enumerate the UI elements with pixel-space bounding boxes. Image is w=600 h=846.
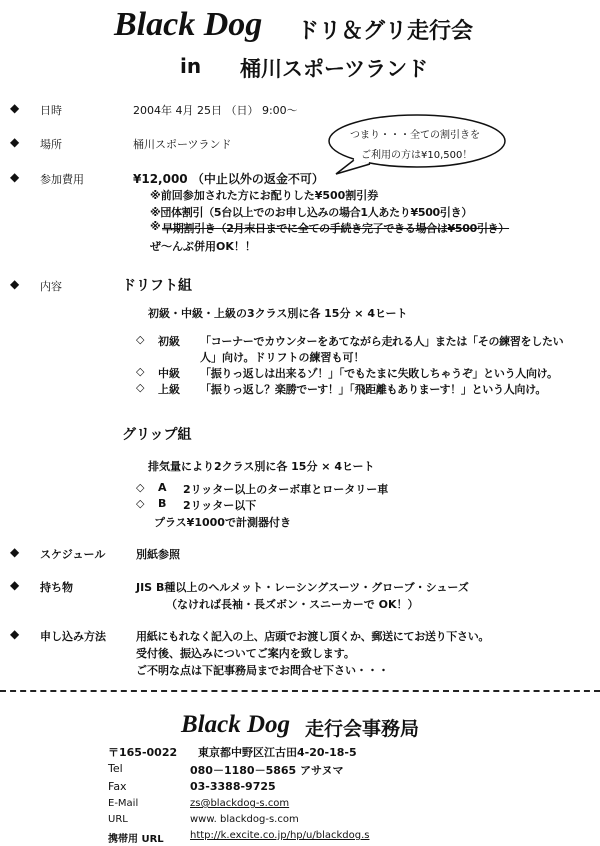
- date-label: 日時: [40, 104, 62, 117]
- sub-diamond-icon: ◇: [136, 365, 145, 378]
- drift-middle-text: 「振りっ返しは出来るゾ！」「でもたまに失敗しちゃうぞ」という人向け。: [200, 367, 558, 380]
- callout-line-1: つまり・・・全ての割引きを: [350, 130, 480, 141]
- bullet-diamond-icon: ◆: [10, 545, 20, 559]
- schedule-label: スケジュール: [40, 548, 106, 561]
- grip-a-text: 2リッター以上のターボ車とロータリー車: [183, 483, 389, 496]
- content-label: 内容: [40, 280, 62, 293]
- sub-diamond-icon: ◇: [136, 497, 145, 510]
- dashed-divider: [0, 690, 600, 692]
- drift-beginner-text-2: 人」向け。ドリフトの練習も可！: [200, 351, 365, 364]
- email-label: E-Mail: [108, 798, 139, 809]
- office-brand: Black Dog: [181, 711, 291, 738]
- office-title: 走行会事務局: [305, 718, 420, 740]
- apply-label: 申し込み方法: [40, 630, 106, 643]
- drift-summary: 初級・中級・上級の3クラス別に各 15分 × 4ヒート: [148, 307, 408, 320]
- fax-value: 03-3388-9725: [190, 780, 276, 793]
- bullet-diamond-icon: ◆: [10, 578, 20, 592]
- place-label: 場所: [40, 138, 62, 151]
- drift-middle-label: 中級: [158, 367, 180, 380]
- grip-b-text: 2リッター以下: [183, 499, 257, 512]
- venue-title: 桶川スポーツランド: [240, 57, 429, 81]
- fee-combine-note: ぜ～んぶ併用OK！！: [150, 240, 256, 253]
- fee-discount-2: ※団体割引（5台以上でのお申し込みの場合1人あたり¥500引き）: [150, 206, 473, 219]
- place-value: 桶川スポーツランド: [133, 138, 232, 151]
- tel-value: 080－1180－5865 アサヌマ: [190, 764, 344, 777]
- in-word: in: [180, 54, 202, 78]
- tel-label: Tel: [108, 762, 123, 775]
- brand-title: Black Dog: [114, 6, 263, 43]
- mobile-url-label: 携帯用 URL: [108, 834, 164, 845]
- url-link[interactable]: www. blackdog-s.com: [190, 814, 299, 825]
- grip-extra: プラス¥1000で計測器付き: [154, 516, 291, 529]
- apply-line-3: ご不明な点は下記事務局までお問合せ下さい・・・: [136, 664, 389, 677]
- grip-summary: 排気量により2クラス別に各 15分 × 4ヒート: [148, 460, 375, 473]
- items-line-1: JIS B種以上のヘルメット・レーシングスーツ・グローブ・シューズ: [136, 581, 469, 594]
- callout-line-2: ご利用の方は¥10,500！: [361, 150, 473, 161]
- fee-discount-3-mark: ※: [150, 220, 161, 233]
- event-title: ドリ＆グリ走行会: [297, 19, 474, 44]
- sub-diamond-icon: ◇: [136, 481, 145, 494]
- drift-advanced-label: 上級: [158, 383, 180, 396]
- bullet-diamond-icon: ◆: [10, 135, 20, 149]
- sub-diamond-icon: ◇: [136, 381, 145, 394]
- office-postal: 〒165-0022: [108, 746, 178, 759]
- sub-diamond-icon: ◇: [136, 333, 145, 346]
- mobile-url-link[interactable]: http://k.excite.co.jp/hp/u/blackdog.s: [190, 830, 370, 841]
- email-link[interactable]: zs@blackdog-s.com: [190, 798, 290, 809]
- drift-beginner-text-1: 「コーナーでカウンターをあてながら走れる人」または「その練習をしたい: [200, 335, 564, 348]
- bullet-diamond-icon: ◆: [10, 277, 20, 291]
- apply-line-1: 用紙にもれなく記入の上、店頭でお渡し頂くか、郵送にてお送り下さい。: [136, 630, 490, 643]
- grip-a-label: A: [158, 481, 167, 494]
- office-address: 東京都中野区江古田4-20-18-5: [198, 746, 357, 759]
- grip-heading: グリップ組: [122, 427, 192, 443]
- fax-label: Fax: [108, 780, 127, 793]
- bullet-diamond-icon: ◆: [10, 101, 20, 115]
- speech-bubble-icon: [318, 112, 508, 176]
- fee-discount-3: 早期割引き（2月末日までに全ての手続き完了できる場合は¥500引き）: [162, 222, 510, 235]
- items-line-2: （なければ長袖・長ズボン・スニーカーで OK！）: [166, 598, 419, 611]
- fee-value: ¥12,000 （中止以外の返金不可）: [133, 172, 324, 186]
- bullet-diamond-icon: ◆: [10, 170, 20, 184]
- fee-label: 参加費用: [40, 173, 84, 186]
- url-label: URL: [108, 814, 128, 825]
- date-value: 2004年 4月 25日 （日） 9:00～: [133, 104, 298, 117]
- schedule-value: 別紙参照: [136, 548, 180, 561]
- items-label: 持ち物: [40, 581, 73, 594]
- apply-line-2: 受付後、振込みについてご案内を致します。: [136, 647, 355, 660]
- drift-beginner-label: 初級: [158, 335, 180, 348]
- drift-heading: ドリフト組: [122, 278, 192, 294]
- grip-b-label: B: [158, 497, 167, 510]
- fee-discount-1: ※前回参加された方にお配りした¥500割引券: [150, 189, 379, 202]
- bullet-diamond-icon: ◆: [10, 627, 20, 641]
- drift-advanced-text: 「振りっ返し？楽勝でーす！」「飛距離もありまーす！」という人向け。: [200, 383, 547, 396]
